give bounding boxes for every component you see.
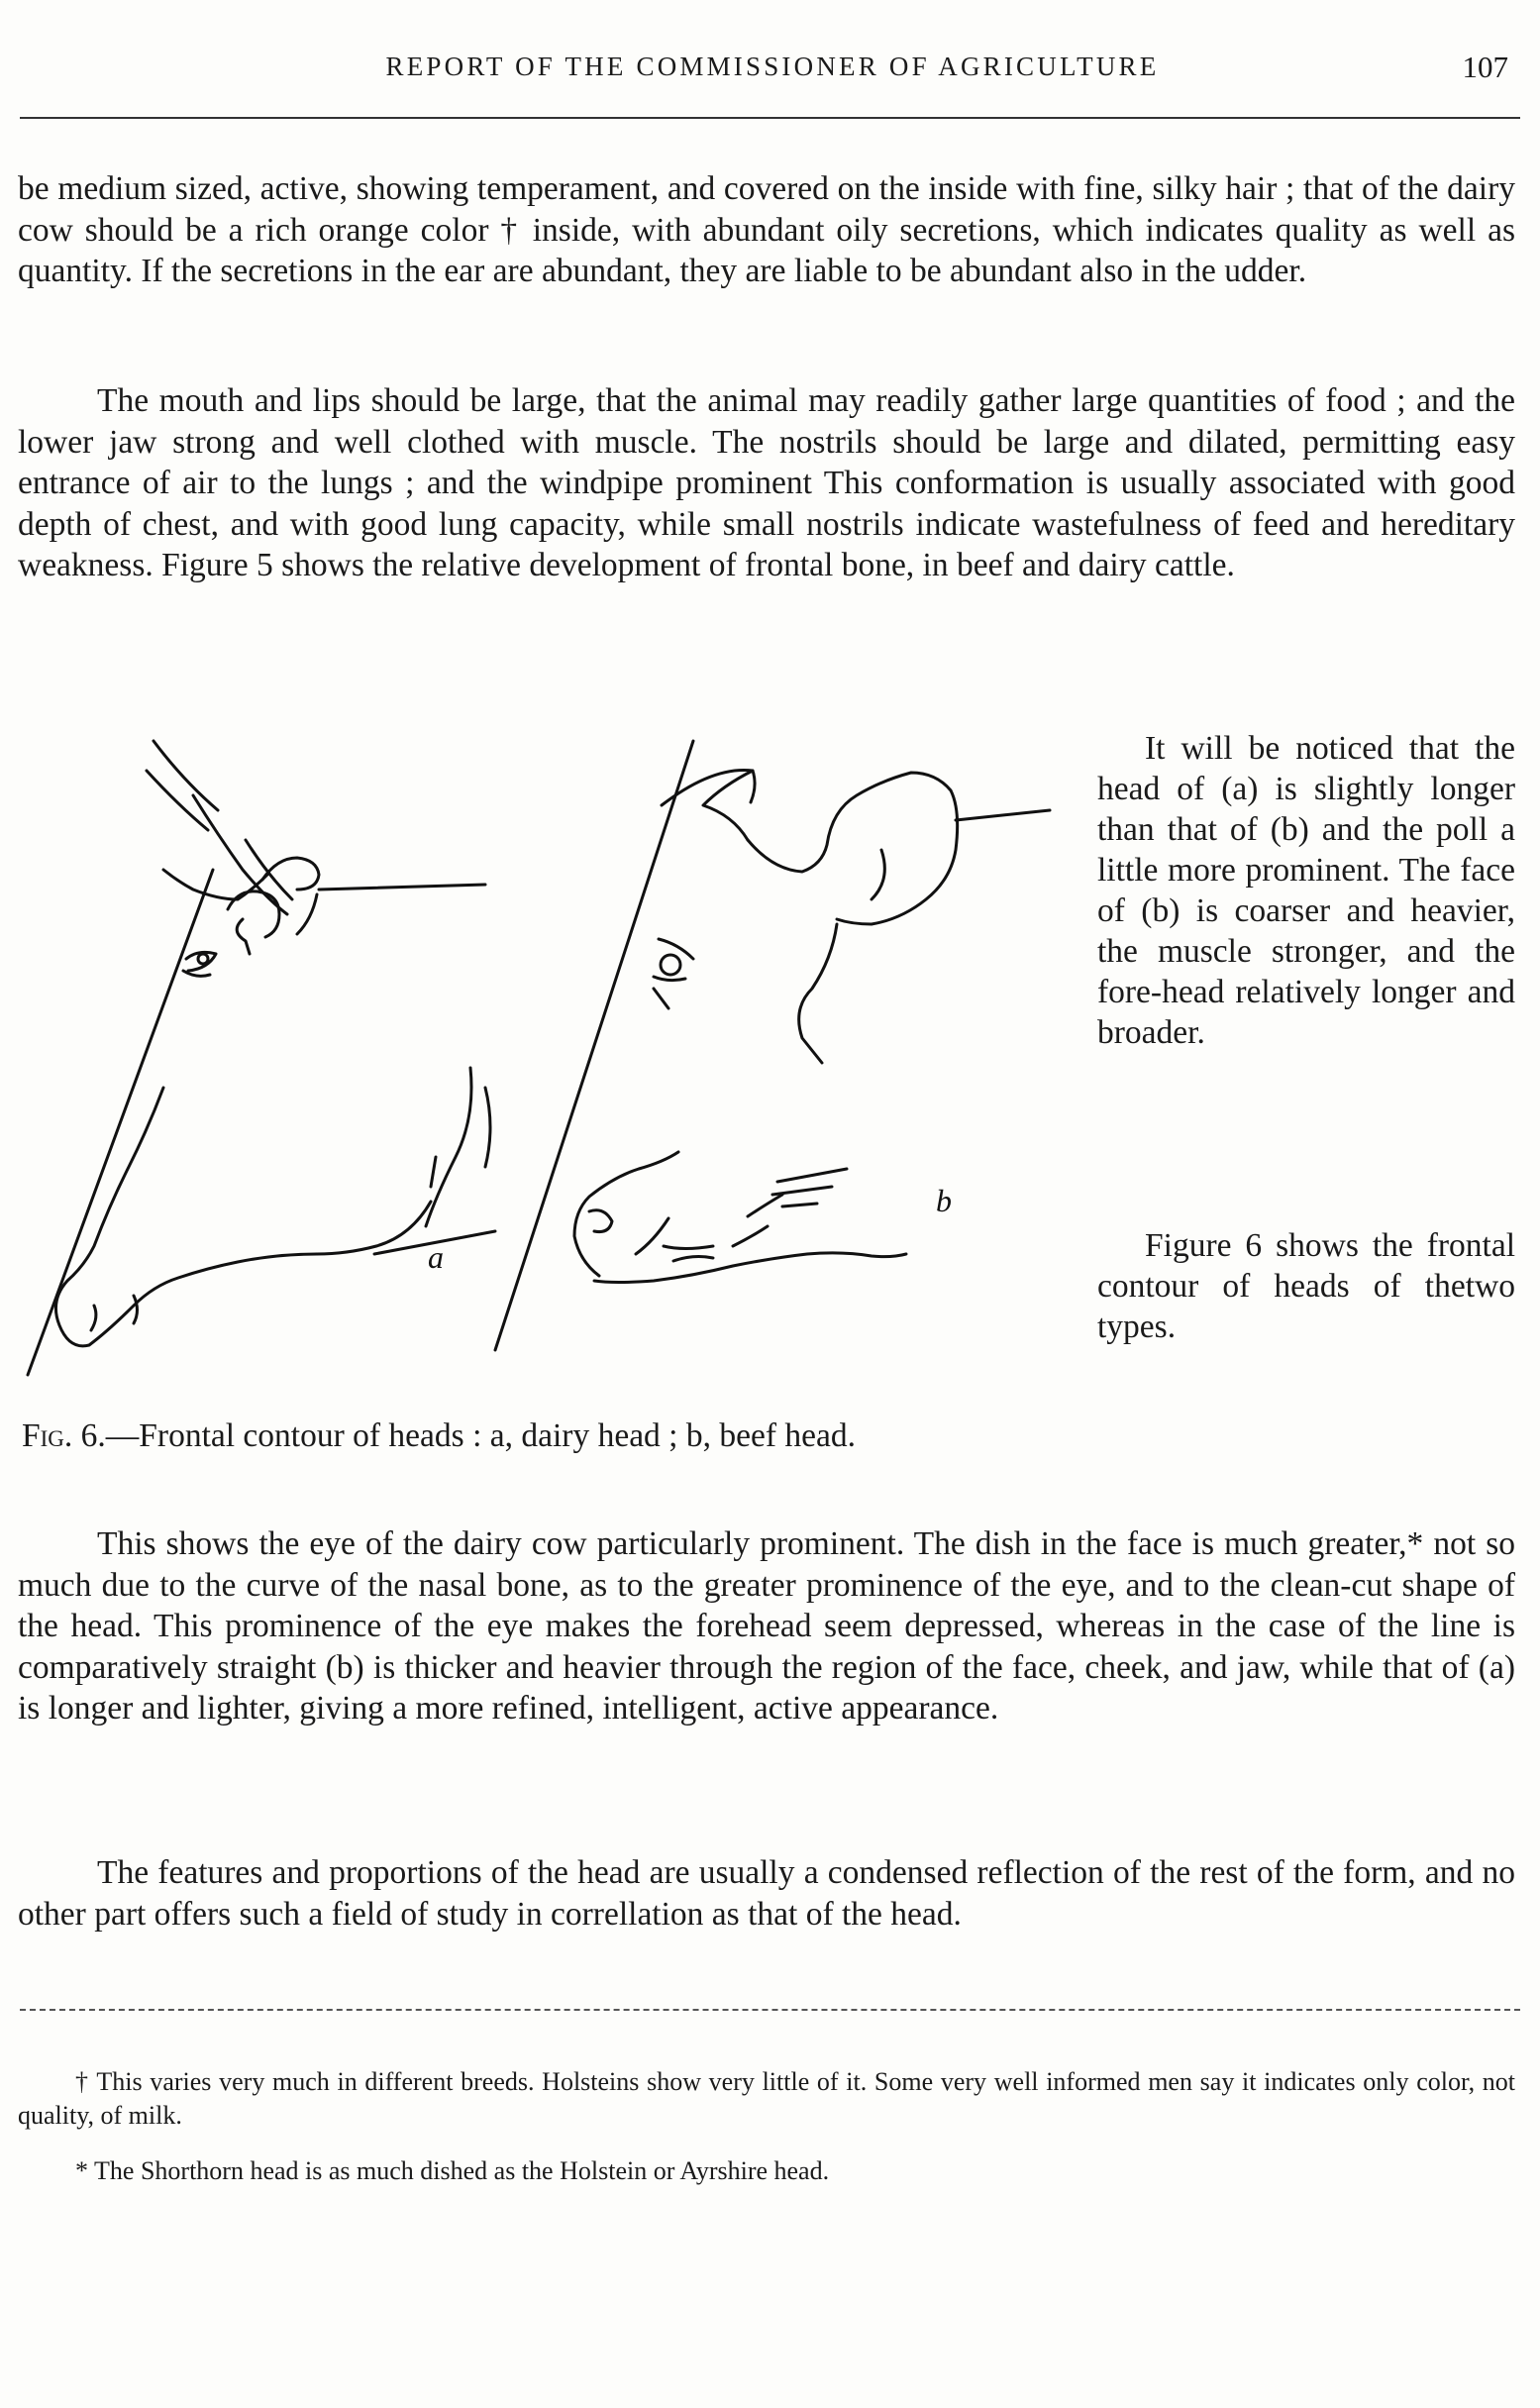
figure-caption-number: Fig. 6. [22,1417,106,1454]
figure-head-contours [20,711,1089,1385]
paragraph-eye-prominence: This shows the eye of the dairy cow particularly prominent. The dish in the face is much greater,* not so much due to the curve of the nasal bone, as to the greater prominence of the eye, and to the clean-cut shape of the head. This prominence of the eye makes the forehead seem depressed, whereas in the case of the line is comparatively straight (b) is thicker and heavier through the region of the face, cheek, and jaw, while that of (a) is longer and lighter, giving a more refined, intelligent, active appearance. [18,1525,1515,1727]
paragraph-ear: be medium sized, active, showing temperament, and covered on the inside with fine, silky hair ; that of the dairy cow should be a rich orange color † inside, with abundant oily secretions, which indicates quality as well as quantity. If the secretions in the ear are abundant, they are liable to be abundant also in the udder. [18,170,1515,289]
footnote-dagger: † This varies very much in different breeds. Holsteins show very little of it. Some very well informed men say it indicates only color, not quality, of milk. [18,2067,1515,2130]
figure-label-a: a [428,1239,444,1275]
paragraph-mouth-nostrils: The mouth and lips should be large, that the animal may readily gather large quantities of food ; and the lower jaw strong and well clothed with muscle. The nostrils should be large and dilated, permitting easy entrance of air to the lungs ; and the windpipe prominent This conformation is usually associated with good depth of chest, and with good lung capacity, while small nostrils indicate wastefulness of feed and hereditary weakness. Figure 5 shows the relative development of frontal bone, in beef and dairy cattle. [18,382,1515,583]
beef-head-drawing [495,741,1050,1350]
page-number: 107 [1462,50,1508,84]
running-head: REPORT OF THE COMMISSIONER OF AGRICULTURE [385,52,1160,81]
footnote-rule [20,2009,1520,2011]
figure-label-b: b [936,1183,952,1218]
page-header [0,52,1540,91]
paragraph-head-features: The features and proportions of the head are usually a condensed reflection of the rest of the form, and no other part offers such a field of study in correllation as that of the head. [18,1854,1515,1933]
figure-caption [22,1416,1309,1456]
footnote-asterisk: * The Shorthorn head is as much dished as the Holstein or Ayrshire head. [75,2156,830,2185]
header-rule [20,117,1520,119]
side-text-head-comparison: It will be noticed that the head of (a) is slightly longer than that of (b) and the poll a little more prominent. The face of (b) is coarser and heavier, the muscle stronger, and the fore-head relatively longer and broader. [1097,730,1515,1051]
footnotes [18,2065,1515,2188]
figure-caption-text: —Frontal contour of heads : a, dairy head ; b, beef head. [105,1417,856,1454]
dairy-head-drawing [28,741,495,1375]
head-contour-drawing [20,711,1089,1385]
side-text-figure-reference: Figure 6 shows the frontal contour of heads of thetwo types. [1097,1227,1515,1345]
